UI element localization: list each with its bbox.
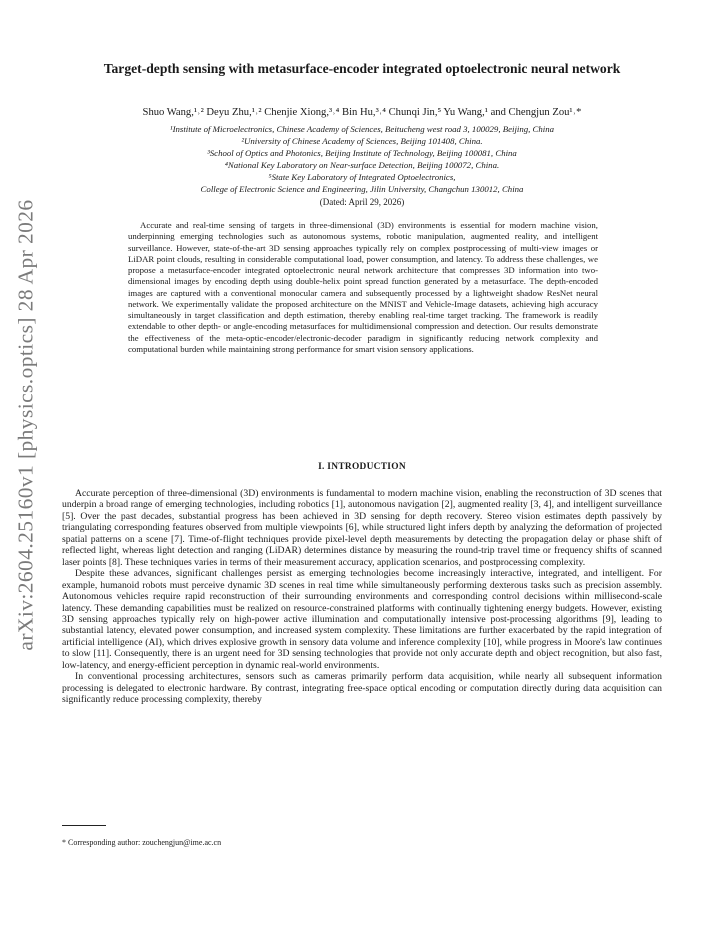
paper-title: Target-depth sensing with metasurface-encoder integrated optoelectronic neural network [103, 61, 621, 76]
abstract: Accurate and real-time sensing of targets in three-dimensional (3D) environments is essential for modern machine vision, underpinning emerging technologies such as autonomous systems, robotic manipulation, augmented reality, and intelligent surveillance. However, state-of-the-art 3D sensing approaches typically rely on complex postprocessing of multi-view images or LiDAR point clouds, resulting in considerable computational load, power consumption, and latency. To address these challenges, we propose a metasurface-encoder integrated optoelectronic neural network architecture that compresses 3D information into two-dimensional images by encoding depth using double-helix point spread function generated by a metasurface. The depth-encoded images are captured with a conventional monocular camera and subsequently processed by a lightweight shadow ResNet neural network. We experimentally validate the proposed architecture on the MNIST and Vehicle-Image datasets, achieving high accuracy simultaneously in target classification and depth estimation, thereby enabling real-time target tracking. The framework is readily extendable to other depth- or angle-encoding metasurfaces for multidimensional compression and detection. Our results demonstrate the effectiveness of the meta-optic-encoder/electronic-decoder paradigm in significantly reducing network complexity and computational burden while maintaining strong performance for smart vision sensory applications. [128, 220, 598, 354]
introduction-body [62, 488, 662, 706]
affiliation-6: College of Electronic Science and Engineering, Jilin University, Changchun 130012, China [200, 184, 524, 194]
paragraph: Despite these advances, significant challenges persist as emerging technologies become increasingly interactive, integrated, and intelligent. For example, humanoid robots must perceive dynamic 3D scenes in real time while simultaneously performing dexterous tasks such as precision assembly. Autonomous vehicles require rapid reconstruction of their surrounding environments and corresponding control decisions within millisecond-scale latency. These demanding capabilities must be realized on resource-constrained platforms with continually tightening energy budgets. However, existing 3D sensing approaches typically rely on high-power active illumination and computationally intensive post-processing algorithms [9], leading to substantial latency, elevated power consumption, and increased system complexity. These limitations are further exacerbated by the rapid integration of artificial intelligence (AI), which drives explosive growth in sensory data volume and inference complexity [10], while progress in Moore's law continues to slow [11]. Consequently, there is an urgent need for 3D sensing technologies that provide not only accurate depth and object recognition, but also fast, low-latency, and energy-efficient perception in dynamic real-world environments. [62, 568, 662, 671]
affiliation-1: ¹Institute of Microelectronics, Chinese Academy of Sciences, Beitucheng west road 3, 100029, Beijing, China [169, 124, 555, 134]
affiliation-3: ³School of Optics and Photonics, Beijing Institute of Technology, Beijing 100081, China [207, 148, 517, 158]
footnote-divider [62, 825, 106, 826]
affiliation-5: ⁵State Key Laboratory of Integrated Optoelectronics, [268, 172, 456, 182]
affiliation-4: ⁴National Key Laboratory on Near-surface Detection, Beijing 100072, China. [224, 160, 500, 170]
arxiv-sidebar [6, 199, 46, 651]
corresponding-author-footnote: * Corresponding author: zouchengjun@ime.ac.cn [62, 838, 222, 847]
author-list: Shuo Wang,¹˒² Deyu Zhu,¹˒² Chenjie Xiong,³˒⁴ Bin Hu,³˒⁴ Chunqi Jin,⁵ Yu Wang,¹ and Chengjun Zou¹˒* [142, 107, 582, 118]
arxiv-identifier: arXiv:2604.25160v1 [physics.optics] 28 Apr 2026 [13, 199, 38, 651]
paragraph: Accurate perception of three-dimensional (3D) environments is fundamental to modern machine vision, enabling the reconstruction of 3D scenes that underpin a broad range of emerging technologies, including robotics [1], autonomous navigation [2], augmented reality [3, 4], and intelligent surveillance [5]. Over the past decades, substantial progress has been achieved in 3D sensing for depth recovery. Stereo vision estimates depth passively by triangulating corresponding features observed from multiple viewpoints [6], while structured light infers depth by analyzing the deformation of projected spatial patterns on a scene [7]. Time-of-flight techniques provide pixel-level depth measurements by detecting the propagation delay or phase shift of reflected light, whereas light detection and ranging (LiDAR) determines distance by measuring the round-trip travel time or frequency shifts of scanned laser points [8]. These techniques varies in terms of their measurement accuracy, application scenarios, and postprocessing complexity. [62, 488, 662, 568]
affiliation-2: ²University of Chinese Academy of Sciences, Beijing 101408, China. [241, 136, 483, 146]
paragraph: In conventional processing architectures, sensors such as cameras primarily perform data acquisition, while nearly all subsequent information processing is delegated to electronic hardware. By contrast, integrating free-space optical encoding or computation directly during data acquisition can significantly reduce processing complexity, thereby [62, 671, 662, 706]
section-heading-introduction: I. INTRODUCTION [318, 462, 406, 472]
dated-line: (Dated: April 29, 2026) [319, 197, 405, 207]
